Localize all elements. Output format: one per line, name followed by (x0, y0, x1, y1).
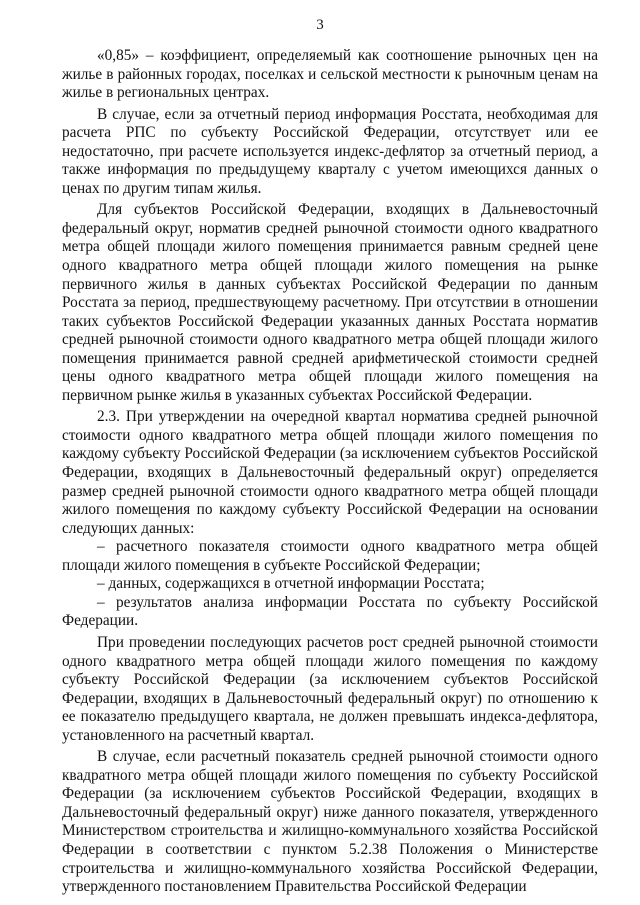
list-item-rosstat-report-data: – данных, содержащихся в отчетной информации Росстата; (97, 575, 485, 593)
paragraph-coefficient-definition: «0,85» – коэффициент, определяемый как соотношение рыночных цен на жилье в районных городах, поселках и сельской местности к рыночным ценам на жилье в региональных центрах. (62, 47, 598, 102)
paragraph-growth-limit: При проведении последующих расчетов рост средней рыночной стоимости одного квадратного метра общей площади жилого помещения по каждому субъекту Российской Федерации (за исключением субъектов Российской Федерации, входящих в Дальневосточный федеральный округ) по отношению к ее показателю предыдущего квартала, не должен превышать индекса-дефлятора, установленного на расчетный квартал. (62, 633, 598, 744)
page-number: 3 (316, 17, 324, 33)
paragraph-missing-rosstat-data: В случае, если за отчетный период информация Росстата, необходимая для расчета РПС по субъекту Российской Федерации, отсутствует или ее недостаточно, при расчете используется индекс-дефлятор за отчетный период, а также информация по предыдущему кварталу с учетом имеющихся данных о ценах по другим типам жилья. (62, 105, 598, 197)
paragraph-far-east-standard: Для субъектов Российской Федерации, входящих в Дальневосточный федеральный округ, норматив средней рыночной стоимости одного квадратного метра общей площади жилого помещения принимается равным средней цене одного квадратного метра общей площади жилого помещения на рынке первичного жилья в данных субъектах Российской Федерации по данным Росстата за период, предшествующему расчетному. При отсутствии в отношении таких субъектов Российской Федерации указанных данных Росстата норматив средней рыночной стоимости одного квадратного метра общей площади жилого помещения принимается равной средней арифметической стоимости средней цены одного квадратного метра общей площади жилого помещения на первичном рынке жилья в указанных субъектах Российской Федерации. (62, 201, 598, 404)
paragraph-lower-indicator-case: В случае, если расчетный показатель средней рыночной стоимости одного квадратного метра общей площади жилого помещения по субъекту Российской Федерации (за исключением субъектов Российской Федерации, входящих в Дальневосточный федеральный округ) ниже данного показателя, утвержденного Министерством строительства и жилищно-коммунального хозяйства Российской Федерации в соответствии с пунктом 5.2.38 Положения о Министерстве строительства и жилищно-коммунального хозяйства Российской Федерации, утвержденного постановлением Правительства Российской Федерации (62, 748, 598, 896)
document-body (62, 47, 598, 897)
list-item-rosstat-analysis: – результатов анализа информации Росстата по субъекту Российской Федерации. (62, 593, 598, 630)
list-item-estimated-indicator: – расчетного показателя стоимости одного квадратного метра общей площади жилого помещения в субъекте Российской Федерации; (62, 538, 598, 574)
paragraph-section-2-3: 2.3. При утверждении на очередной квартал норматива средней рыночной стоимости одного квадратного метра общей площади жилого помещения по каждому субъекту Российской Федерации (за исключением субъектов Российской Федерации, входящих в Дальневосточный федеральный округ) определяется размер средней рыночной стоимости одного квадратного метра общей площади жилого помещения по каждому субъекту Российской Федерации на основании следующих данных: (62, 408, 598, 537)
